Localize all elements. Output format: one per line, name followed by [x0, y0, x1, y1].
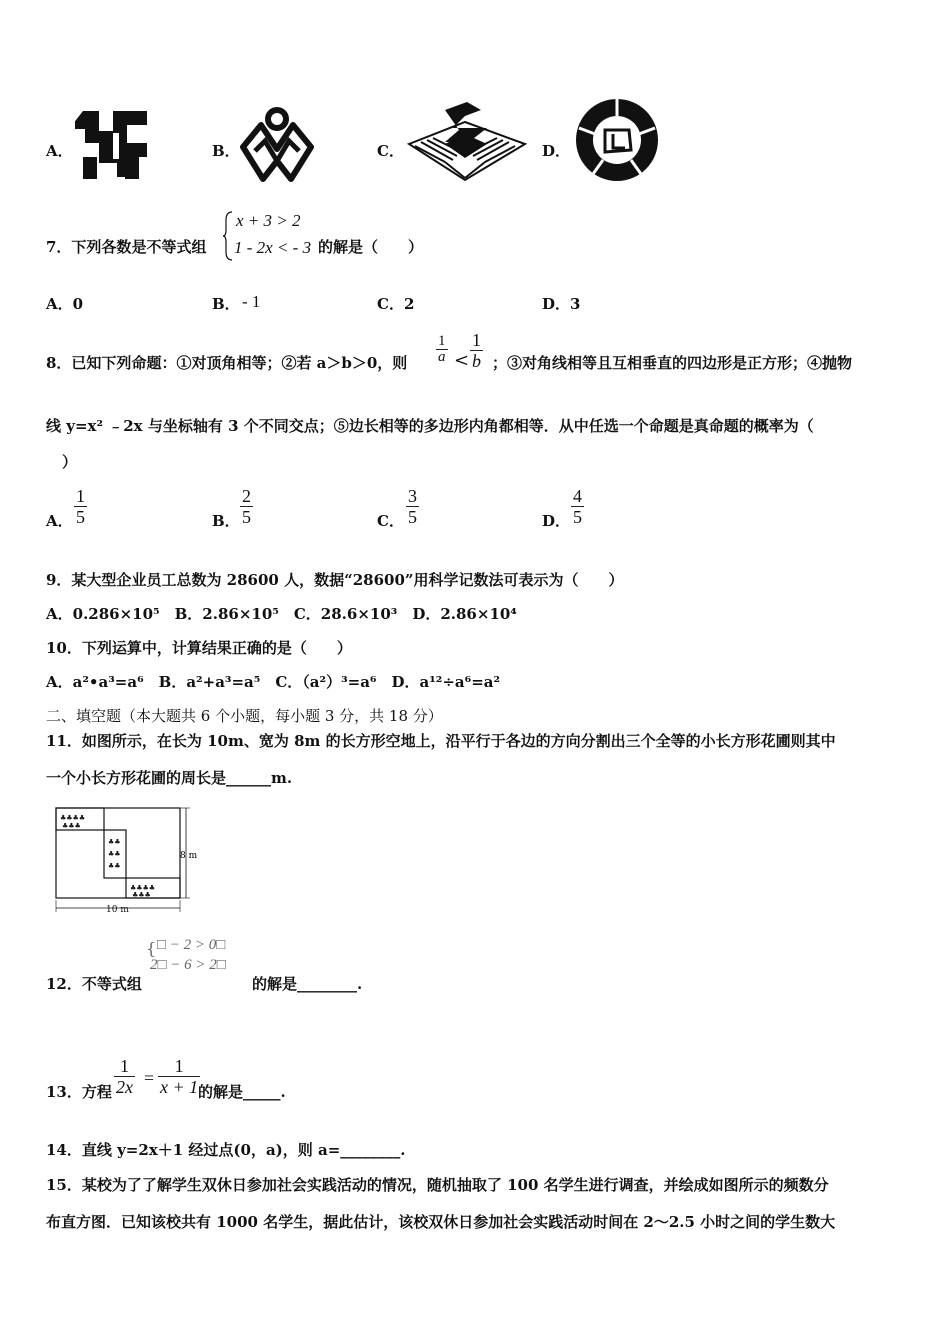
q8-option-c-fraction: $\frac{3}{5}$ [408, 486, 417, 527]
q11-line2: 一个小长方形花圃的周长是______m. [46, 769, 293, 787]
q8-less-than-sign: < [454, 350, 470, 371]
bird-pattern-figure [405, 100, 530, 185]
q13-equals-sign: = [144, 1068, 155, 1088]
q7-option-a: A．0 [46, 295, 84, 313]
q9-stem: 9．某大型企业员工总数为 28600 人，数据“28600”用科学记数法可表示为（ ） [46, 571, 624, 589]
q8-line1-part2: ；③对角线相等且互相垂直的四边形是正方形；④抛物 [492, 354, 853, 372]
q6-option-c-label: C． [377, 142, 404, 160]
q13-rhs-fraction: $\frac{1}{x + 1}$ [160, 1056, 199, 1097]
swastika-pattern-figure [75, 105, 155, 185]
q13-lhs-fraction: $\frac{1}{2x}$ [116, 1056, 133, 1097]
q8-option-d-label: D． [542, 512, 571, 530]
q12-stem: 12．不等式组 [46, 975, 142, 993]
svg-text:♣♣♣♣: ♣♣♣♣ [60, 814, 86, 822]
q12-system-line1: □ − 2 > 0□ [157, 937, 226, 953]
q7-stem-before: 7．下列各数是不等式组 [46, 238, 207, 256]
q7-option-b-value: - 1 [242, 292, 261, 311]
q15-line1: 15．某校为了了解学生双休日参加社会实践活动的情况，随机抽取了 100 名学生进行调查，并绘成如图所示的频数分 [46, 1176, 829, 1194]
q10-stem: 10．下列运算中，计算结果正确的是（ ） [46, 639, 352, 657]
svg-text:♣♣♣♣: ♣♣♣♣ [130, 884, 156, 892]
q8-fraction-1-over-b: $\frac{1}{b}$ [472, 330, 481, 371]
q11-line1: 11．如图所示，在长为 10m、宽为 8m 的长方形空地上，沿平行于各边的方向分割出三个全等的小长方形花圃则其中 [46, 732, 836, 750]
q6-option-a-label: A． [46, 142, 73, 160]
q9-options: A．0.286×10⁵ B．2.86×10⁵ C．28.6×10³ D．2.86×10⁴ [46, 605, 517, 623]
q10-options: A．a²•a³=a⁶ B．a²+a³=a⁵ C．（a²）³=a⁶ D．a¹²÷a⁶=a² [46, 673, 501, 691]
q13-stem: 13．方程 [46, 1083, 112, 1101]
q7-system-line2: 1 - 2x < - 3 [234, 238, 312, 257]
q8-option-b-fraction: $\frac{2}{5}$ [242, 486, 251, 527]
q12-after: 的解是________. [252, 975, 363, 993]
q6-option-b-label: B． [212, 142, 240, 160]
q6-option-d-label: D． [542, 142, 571, 160]
system-brace [222, 210, 234, 262]
svg-text:♣♣♣: ♣♣♣ [132, 891, 151, 899]
q12-brace: { [146, 939, 157, 958]
q8-line2: 线 y=x² ﹣2x 与坐标轴有 3 个不同交点；⑤边长相等的多边形内角都相等．从中任选一个命题是真命题的概率为（ [46, 417, 814, 435]
heart-knot-figure [235, 105, 320, 185]
q13-after: 的解是_____. [198, 1083, 286, 1101]
q15-line2: 布直方图．已知该校共有 1000 名学生，据此估计，该校双休日参加社会实践活动时间在 2～2.5 小时之间的学生数大 [46, 1213, 836, 1231]
q8-fraction-1-over-a: $\frac{1}{a}$ [438, 333, 446, 365]
q14-text: 14．直线 y=2x＋1 经过点(0，a)，则 a=________. [46, 1141, 406, 1159]
svg-text:♣♣: ♣♣ [108, 862, 121, 870]
q8-option-a-fraction: $\frac{1}{5}$ [76, 486, 85, 527]
q11-width-label: 10 m [106, 905, 129, 915]
q8-option-b-label: B． [212, 512, 240, 530]
round-badge-figure [575, 98, 659, 182]
svg-text:♣♣♣: ♣♣♣ [62, 822, 81, 830]
svg-text:♣♣: ♣♣ [108, 838, 121, 846]
q7-option-c: C．2 [377, 295, 415, 313]
q11-height-label: 8 m [180, 851, 198, 861]
q7-system-line1: x + 3 > 2 [236, 211, 301, 230]
q8-line3: ） [62, 453, 78, 471]
q8-line1-part1: 8．已知下列命题：①对顶角相等；②若 a＞b＞0，则 [46, 354, 408, 372]
q8-option-c-label: C． [377, 512, 404, 530]
q7-option-b: B． [212, 295, 240, 313]
q7-option-d: D．3 [542, 295, 581, 313]
q8-option-a-label: A． [46, 512, 73, 530]
q8-option-d-fraction: $\frac{4}{5}$ [573, 486, 582, 527]
svg-text:♣♣: ♣♣ [108, 850, 121, 858]
q11-rectangle-figure [50, 800, 210, 920]
section-2-heading: 二、填空题（本大题共 6 个小题，每小题 3 分，共 18 分） [46, 707, 443, 725]
q7-stem-after: 的解是（ ） [318, 238, 424, 256]
q12-system-line2: 2□ − 6 > 2□ [150, 957, 226, 973]
